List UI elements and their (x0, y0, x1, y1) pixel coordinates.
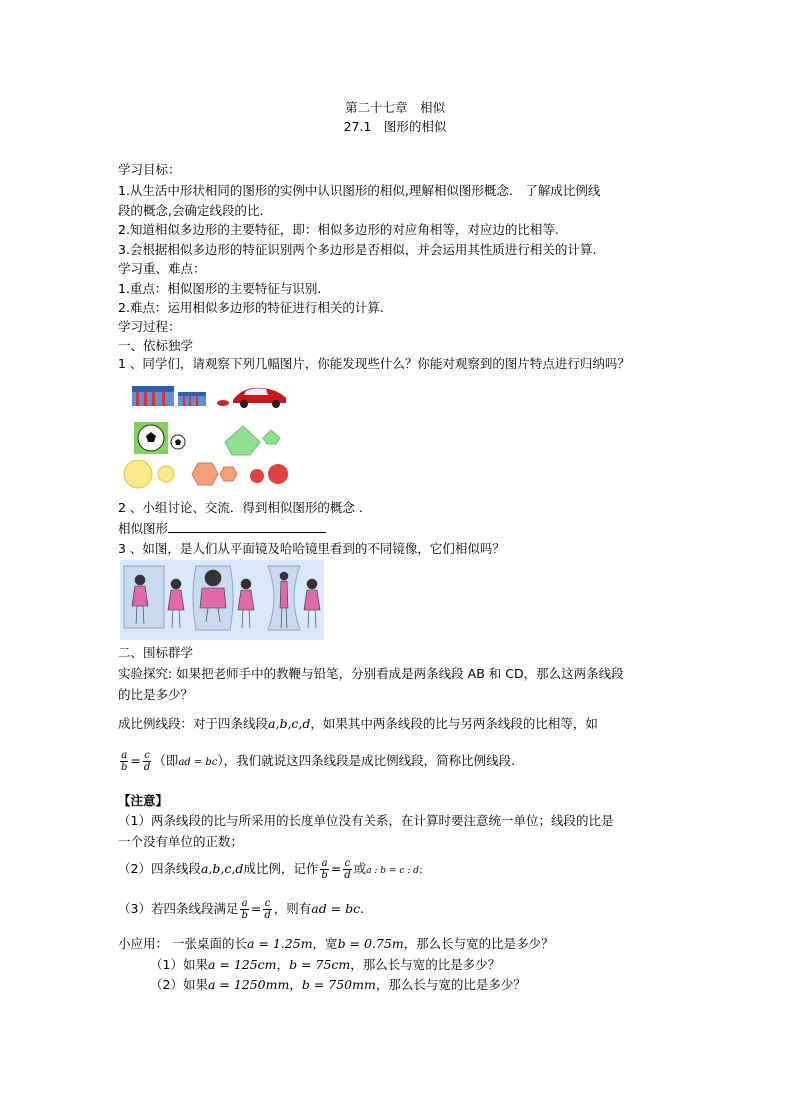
chapter-title: 第二十七章 相似 (344, 100, 445, 115)
section-title: 27.1 图形的相似 (343, 119, 447, 134)
note-2-or: 或 (353, 861, 367, 876)
definition-text-cont: ，如果其中两条线段的比与另两条线段的比相等，如 (310, 716, 598, 731)
process-heading: 学习过程： (118, 319, 181, 334)
note-heading: 【注意】 (118, 793, 169, 808)
note-1-line-2: 一个没有单位的正数； (118, 834, 244, 849)
sub-question-1-length: a = 125cm (207, 957, 277, 972)
experiment-line-1: 实验探究: 如果把老师手中的教鞭与铅笔，分别看成是两条线段 AB 和 CD，那么这两条线段 (118, 666, 624, 681)
sub-question-1-end: ，那么长与宽的比是多少？ (350, 957, 501, 972)
note-3-fraction-a-b: $\frac{a}{b}$ (241, 898, 248, 921)
note-3-fraction-c-d: $\frac{c}{d}$ (264, 898, 271, 921)
sub-question-2-text: （2）如果 (150, 977, 208, 992)
note-1-line-1: （1）两条线段的比与所采用的长度单位没有关系，在计算时要注意统一单位；线段的比是 (118, 813, 614, 828)
proportional-definition-line-2: $\frac{a}{b}$ = $\frac{c}{d}$ （即ad = bc），我们就说这四条线段是成比例线段，简称比例线段. (121, 750, 516, 773)
sub-question-1-text: （1）如果 (150, 957, 208, 972)
goal-1-line-1: 1.从生活中形状相同的图形的实例中认识图形的相似,理解相似图形概念. 了解成比例线 (118, 183, 601, 198)
paren-open: （即 (153, 753, 179, 768)
note-2-end: ； (418, 866, 428, 876)
fraction-a-over-b: $\frac{a}{b}$ (121, 750, 128, 773)
answer-blank (168, 520, 326, 533)
proportional-definition-line-1 (118, 716, 598, 732)
question-2: 2 、小组讨论、交流．得到相似图形的概念 . (118, 500, 363, 515)
application-question (118, 936, 554, 952)
goal-2: 2.知道相似多边形的主要特征，即：相似多边形的对应角相等，对应边的比相等. (118, 222, 559, 237)
note-3-equation: ad = bc (311, 901, 361, 916)
note-2-ratio: a : b = c : d (366, 866, 419, 876)
circle-hexagon-figure (120, 460, 300, 490)
question-1: 1 、同学们，请观察下列几幅图片，你能发现些什么？你能对观察到的图片特点进行归纳吗？ (118, 356, 630, 371)
note-2-fraction-a-b: $\frac{a}{b}$ (321, 858, 328, 881)
keypoints-heading: 学习重、难点： (118, 261, 206, 276)
mirror-images-figure (120, 560, 324, 640)
goal-1-line-2: 段的概念,会确定线段的比. (118, 203, 264, 218)
note-2-text: （2）四条线段 (118, 861, 201, 876)
goal-3: 3.会根据相似多边形的特征识别两个多边形是否相似，并会运用其性质进行相关的计算. (118, 242, 597, 257)
application-text-mid: ，宽 (312, 936, 338, 951)
note-3: （3）若四条线段满足 $\frac{a}{b}$ = $\frac{c}{d}$ ，则有ad = bc. (118, 898, 365, 921)
note-2-fraction-c-d: $\frac{c}{d}$ (344, 858, 351, 881)
application-width: b = 0.75m (337, 936, 404, 951)
note-3-text: （3）若四条线段满足 (118, 901, 239, 916)
keypoint-2: 2.难点：运用相似多边形的特征进行相关的计算. (118, 300, 384, 315)
note-2-text-mid: 成比例，记作 (243, 861, 319, 876)
sub-question-2-length: a = 1250mm (207, 977, 290, 992)
note-2: （2）四条线段a,b,c,d成比例，记作 $\frac{a}{b}$ = $\frac{c}{d}$ 或a : b = c : d； (118, 858, 428, 881)
part-2-heading: 二、围标群学 (118, 645, 194, 660)
application-text-end: ，那么长与宽的比是多少？ (403, 936, 554, 951)
similar-figure-label: 相似图形 (118, 521, 169, 536)
goals-heading: 学习目标： (118, 162, 181, 177)
segment-variables: a,b,c,d (268, 716, 311, 731)
note-3-text-mid: ，则有 (273, 901, 312, 916)
sub-question-1: （1）如果a = 125cm，b = 75cm，那么长与宽的比是多少？ (150, 957, 501, 972)
sub-question-2-end: ，那么长与宽的比是多少？ (375, 977, 526, 992)
definition-text: 成比例线段：对于四条线段 (118, 716, 269, 731)
definition-conclusion: ），我们就说这四条线段是成比例线段，简称比例线段. (217, 753, 516, 768)
experiment-line-2: 的比是多少？ (118, 687, 194, 702)
keypoint-1: 1.重点：相似图形的主要特征与识别. (118, 281, 322, 296)
equation-ad-bc: ad = bc (178, 757, 218, 768)
sub-question-1-width: b = 75cm (289, 957, 351, 972)
question-3: 3 、如图，是人们从平面镜及哈哈镜里看到的不同镜像，它们相似吗？ (118, 541, 505, 556)
part-1-heading: 一、依标独学 (118, 338, 194, 353)
ball-pentagon-figure (128, 420, 298, 456)
note-3-end: . (360, 901, 365, 916)
fraction-c-over-d: $\frac{c}{d}$ (143, 750, 151, 773)
application-length: a = 1.25m (246, 936, 313, 951)
similar-figure-fill-in (118, 520, 326, 537)
sub-question-2-width: b = 750mm (301, 977, 376, 992)
application-text: 小应用： 一张桌面的长 (118, 936, 247, 951)
photo-row-figure (128, 378, 308, 410)
sub-question-2: （2）如果a = 1250mm，b = 750mm，那么长与宽的比是多少？ (150, 977, 526, 992)
note-2-variables: a,b,c,d (200, 861, 244, 876)
